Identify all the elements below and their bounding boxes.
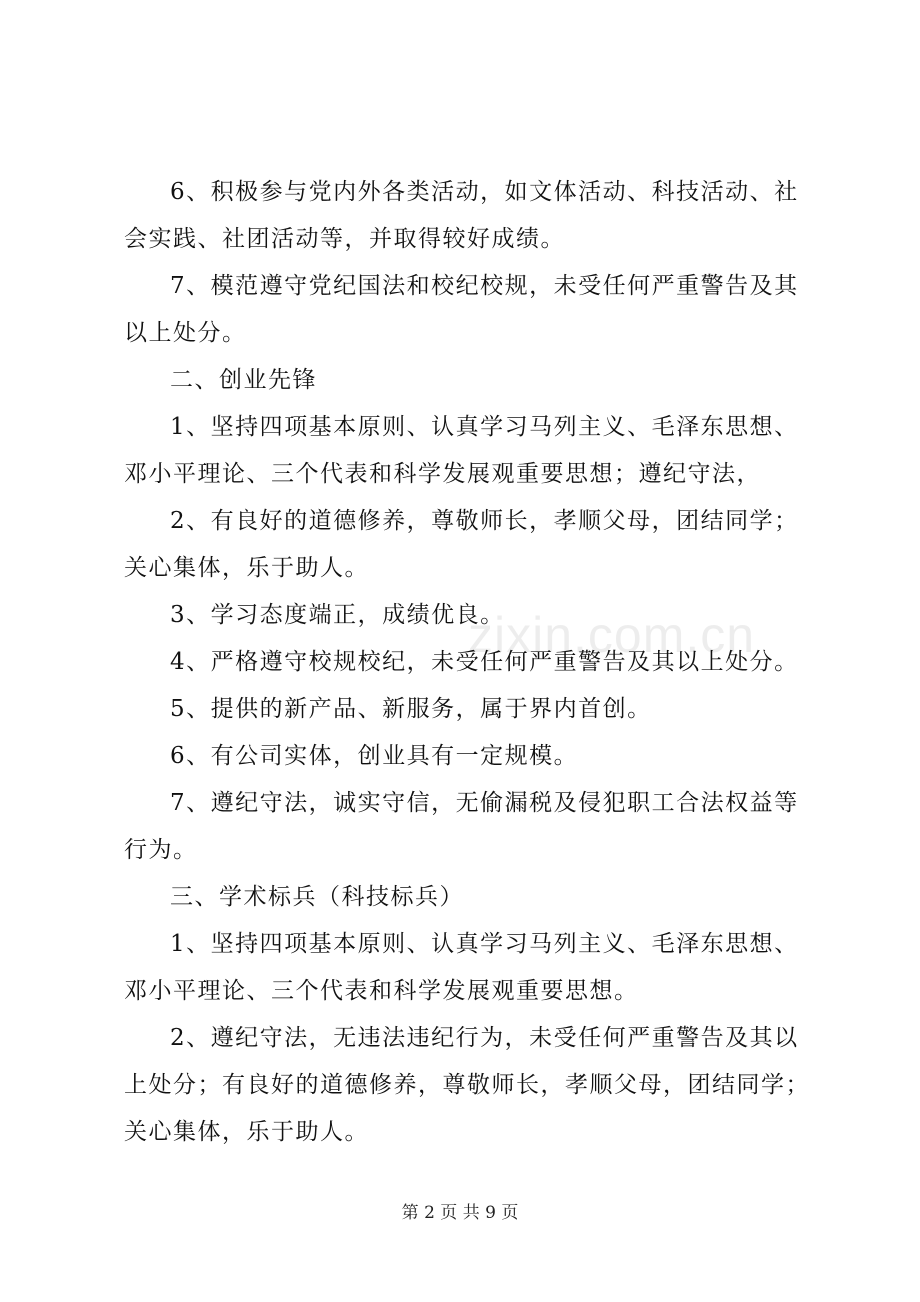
- paragraph-line: 行为。: [124, 837, 198, 863]
- section-heading: 二、创业先锋: [170, 367, 317, 393]
- paragraph-line: 6、有公司实体，创业具有一定规模。: [170, 743, 579, 769]
- paragraph-line: 1、坚持四项基本原则、认真学习马列主义、毛泽东思想、: [170, 414, 799, 440]
- paragraph-line: 上处分；有良好的道德修养，尊敬师长，孝顺父母，团结同学；: [124, 1072, 810, 1098]
- paragraph-line: 2、有良好的道德修养，尊敬师长，孝顺父母，团结同学；: [170, 508, 799, 534]
- watermark: zixin.com.cn: [468, 607, 756, 663]
- paragraph-line: 7、遵纪守法，诚实守信，无偷漏税及侵犯职工合法权益等: [170, 790, 799, 816]
- paragraph-line: 1、坚持四项基本原则、认真学习马列主义、毛泽东思想、: [170, 931, 799, 957]
- paragraph-line: 3、学习态度端正，成绩优良。: [170, 602, 505, 628]
- paragraph-line: 关心集体，乐于助人。: [124, 1119, 369, 1145]
- paragraph-line: 2、遵纪守法，无违法违纪行为，未受任何严重警告及其以: [170, 1025, 799, 1051]
- paragraph-line: 以上处分。: [124, 320, 247, 346]
- paragraph-line: 邓小平理论、三个代表和科学发展观重要思想。: [124, 978, 639, 1004]
- paragraph-line: 会实践、社团活动等，并取得较好成绩。: [124, 226, 565, 252]
- section-heading: 三、学术标兵（科技标兵）: [170, 884, 464, 910]
- paragraph-line: 关心集体，乐于助人。: [124, 555, 369, 581]
- paragraph-line: 邓小平理论、三个代表和科学发展观重要思想；遵纪守法，: [124, 461, 761, 487]
- paragraph-line: 7、模范遵守党纪国法和校纪校规，未受任何严重警告及其: [170, 273, 799, 299]
- paragraph-line: 4、严格遵守校规校纪，未受任何严重警告及其以上处分。: [170, 649, 799, 675]
- page-footer: 第 2 页 共 9 页: [401, 1203, 519, 1223]
- paragraph-line: 5、提供的新产品、新服务，属于界内首创。: [170, 696, 652, 722]
- paragraph-line: 6、积极参与党内外各类活动，如文体活动、科技活动、社: [170, 179, 799, 205]
